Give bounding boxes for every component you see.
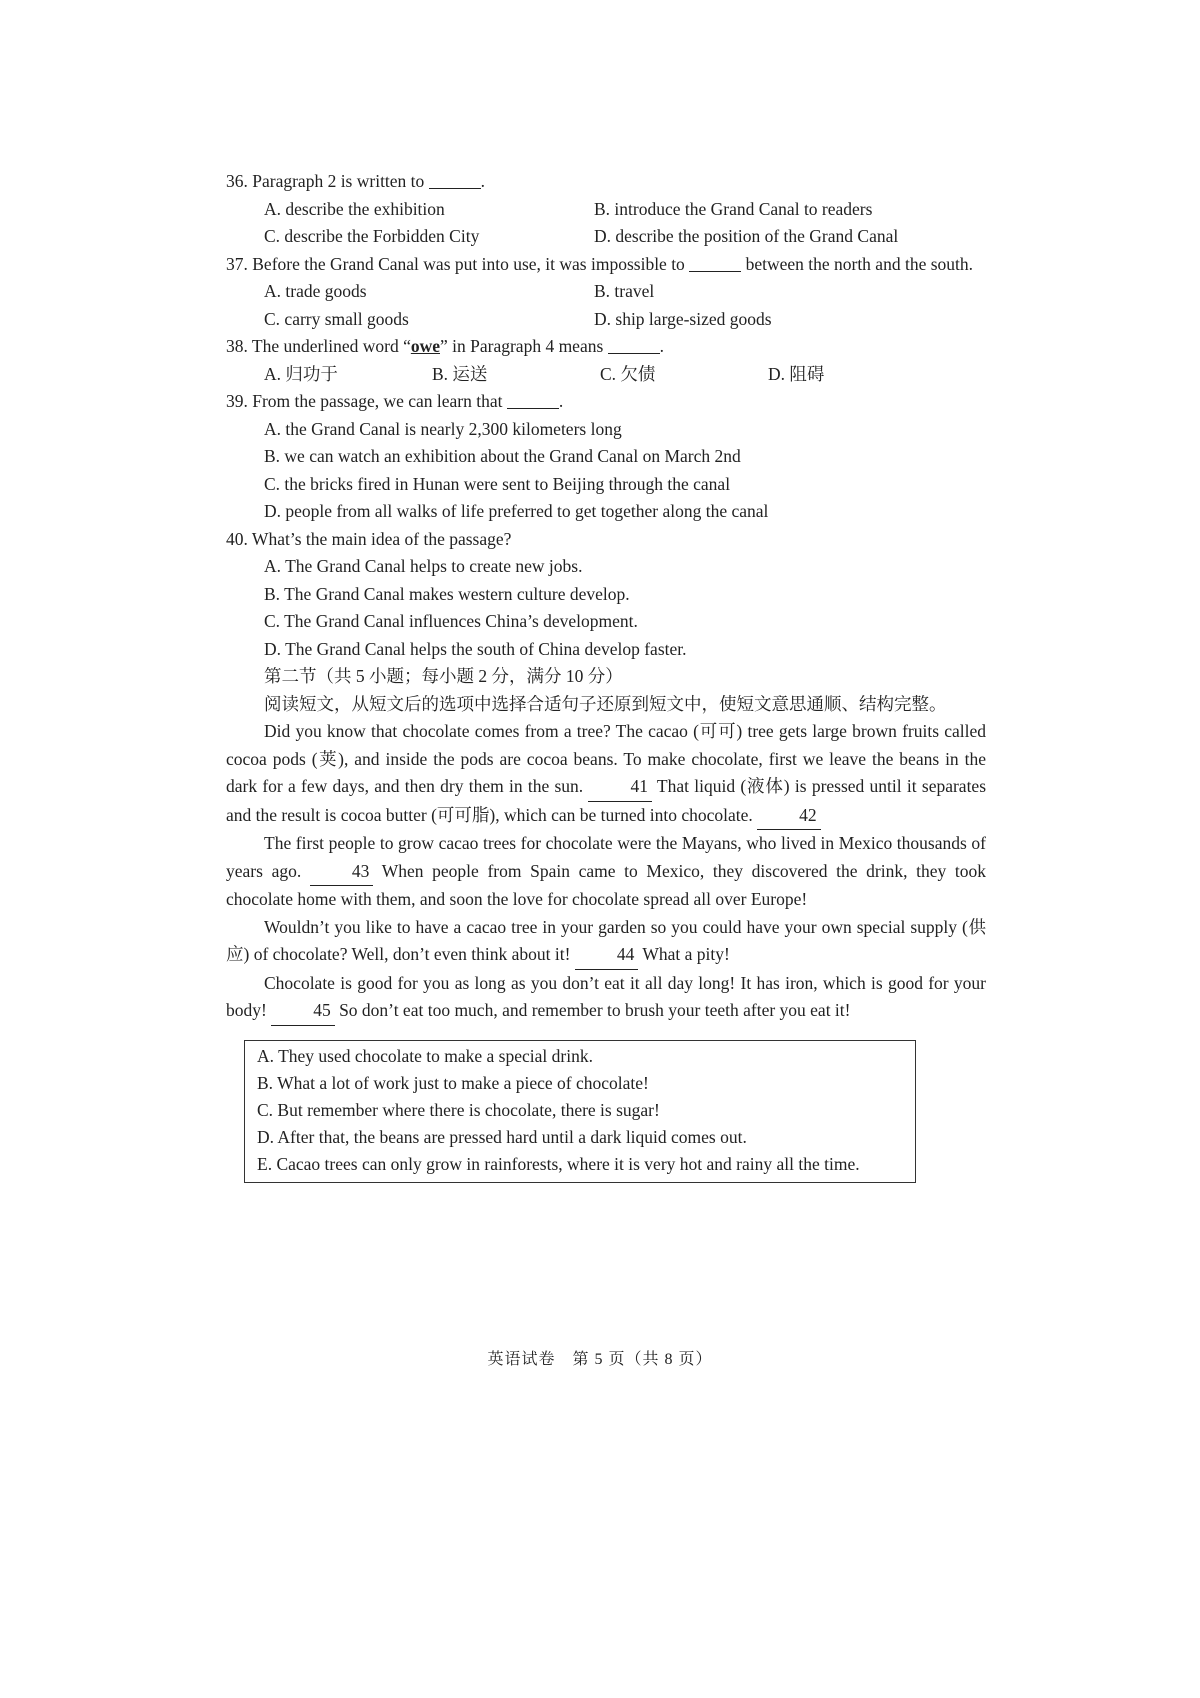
blank-43: 43 bbox=[310, 858, 374, 887]
blank-45: 45 bbox=[271, 997, 335, 1026]
passage-paragraph-1: Did you know that chocolate comes from a tree? The cacao (可可) tree gets large brown fruits called cocoa pods (荚), and inside the pods are cocoa beans. To make chocolate, first we leave the beans in the dark for a few days, and then dry them in the sun. 41 That liquid (液体) is pressed until it separates and the result is cocoa butter (可可脂), which can be turned into chocolate. 42 bbox=[226, 718, 986, 830]
option-b: B. introduce the Grand Canal to readers bbox=[594, 198, 873, 219]
question-36-stem: 36. Paragraph 2 is written to . bbox=[226, 171, 486, 191]
option-b: B. The Grand Canal makes western culture develop. bbox=[264, 583, 630, 604]
question-37 bbox=[226, 251, 986, 334]
answer-blank bbox=[608, 335, 660, 354]
passage-paragraph-4: Chocolate is good for you as long as you don’t eat it all day long! It has iron, which is good for your body! 45 So don’t eat too much, and remember to brush your teeth after you eat it! bbox=[226, 970, 986, 1026]
answer-blank bbox=[429, 170, 481, 189]
sentence-option-c: C. But remember where there is chocolate, there is sugar! bbox=[257, 1099, 660, 1120]
question-40 bbox=[226, 526, 986, 664]
question-36 bbox=[226, 168, 986, 251]
option-b: B. 运送 bbox=[432, 363, 488, 384]
question-38-stem: 38. The underlined word “owe” in Paragraph 4 means . bbox=[226, 336, 665, 356]
sentence-options-box bbox=[244, 1040, 916, 1183]
option-a: A. 归功于 bbox=[264, 363, 338, 384]
section-instruction: 阅读短文，从短文后的选项中选择合适句子还原到短文中，使短文意思通顺、结构完整。 bbox=[264, 693, 947, 714]
sentence-option-e: E. Cacao trees can only grow in rainforests, where it is very hot and rainy all the time. bbox=[257, 1153, 860, 1174]
option-d: D. people from all walks of life preferred to get together along the canal bbox=[264, 501, 769, 521]
section-title: 第二节（共 5 小题；每小题 2 分，满分 10 分） bbox=[264, 666, 623, 686]
option-c: C. carry small goods bbox=[264, 308, 409, 329]
exam-page bbox=[226, 168, 986, 1183]
option-d: D. 阻碍 bbox=[768, 363, 825, 384]
option-a: A. the Grand Canal is nearly 2,300 kilometers long bbox=[264, 418, 622, 439]
page-footer: 英语试卷 第 5 页（共 8 页） bbox=[487, 1351, 713, 1368]
blank-41: 41 bbox=[588, 773, 652, 802]
option-a: A. trade goods bbox=[264, 281, 367, 301]
question-39 bbox=[226, 388, 986, 526]
question-40-stem: 40. What’s the main idea of the passage? bbox=[226, 528, 512, 549]
question-38 bbox=[226, 333, 986, 388]
passage-paragraph-3: Wouldn’t you like to have a cacao tree in your garden so you could have your own special supply (供应) of chocolate? Well, don’t even think about it! 44 What a pity! bbox=[226, 914, 986, 970]
blank-42: 42 bbox=[757, 802, 821, 831]
question-37-stem: 37. Before the Grand Canal was put into use, it was impossible to between the north and the south. bbox=[226, 253, 974, 274]
option-b: B. we can watch an exhibition about the Grand Canal on March 2nd bbox=[264, 446, 741, 466]
option-d: D. The Grand Canal helps the south of China develop faster. bbox=[264, 638, 687, 659]
option-d: D. describe the position of the Grand Canal bbox=[594, 226, 899, 246]
option-c: C. describe the Forbidden City bbox=[264, 226, 480, 246]
answer-blank bbox=[507, 390, 559, 409]
option-c: C. the bricks fired in Hunan were sent to Beijing through the canal bbox=[264, 473, 731, 494]
reading-passage bbox=[226, 718, 986, 1026]
question-39-stem: 39. From the passage, we can learn that . bbox=[226, 391, 564, 411]
passage-paragraph-2: The first people to grow cacao trees for chocolate were the Mayans, who lived in Mexico thousands of years ago. 43 When people from Spain came to Mexico, they discovered the drink, they took chocolate home with them, and soon the love for chocolate spread all over Europe! bbox=[226, 833, 987, 909]
option-d: D. ship large-sized goods bbox=[594, 308, 772, 329]
option-a: A. describe the exhibition bbox=[264, 198, 445, 219]
underlined-word: owe bbox=[410, 336, 440, 356]
blank-44: 44 bbox=[575, 941, 639, 970]
option-a: A. The Grand Canal helps to create new jobs. bbox=[264, 556, 583, 576]
option-c: C. The Grand Canal influences China’s development. bbox=[264, 611, 638, 631]
sentence-option-b: B. What a lot of work just to make a piece of chocolate! bbox=[257, 1072, 649, 1093]
answer-blank bbox=[689, 253, 741, 272]
option-b: B. travel bbox=[594, 281, 655, 301]
option-c: C. 欠债 bbox=[600, 363, 656, 384]
sentence-option-a: A. They used chocolate to make a special drink. bbox=[257, 1045, 593, 1066]
sentence-option-d: D. After that, the beans are pressed hard until a dark liquid comes out. bbox=[257, 1126, 747, 1147]
